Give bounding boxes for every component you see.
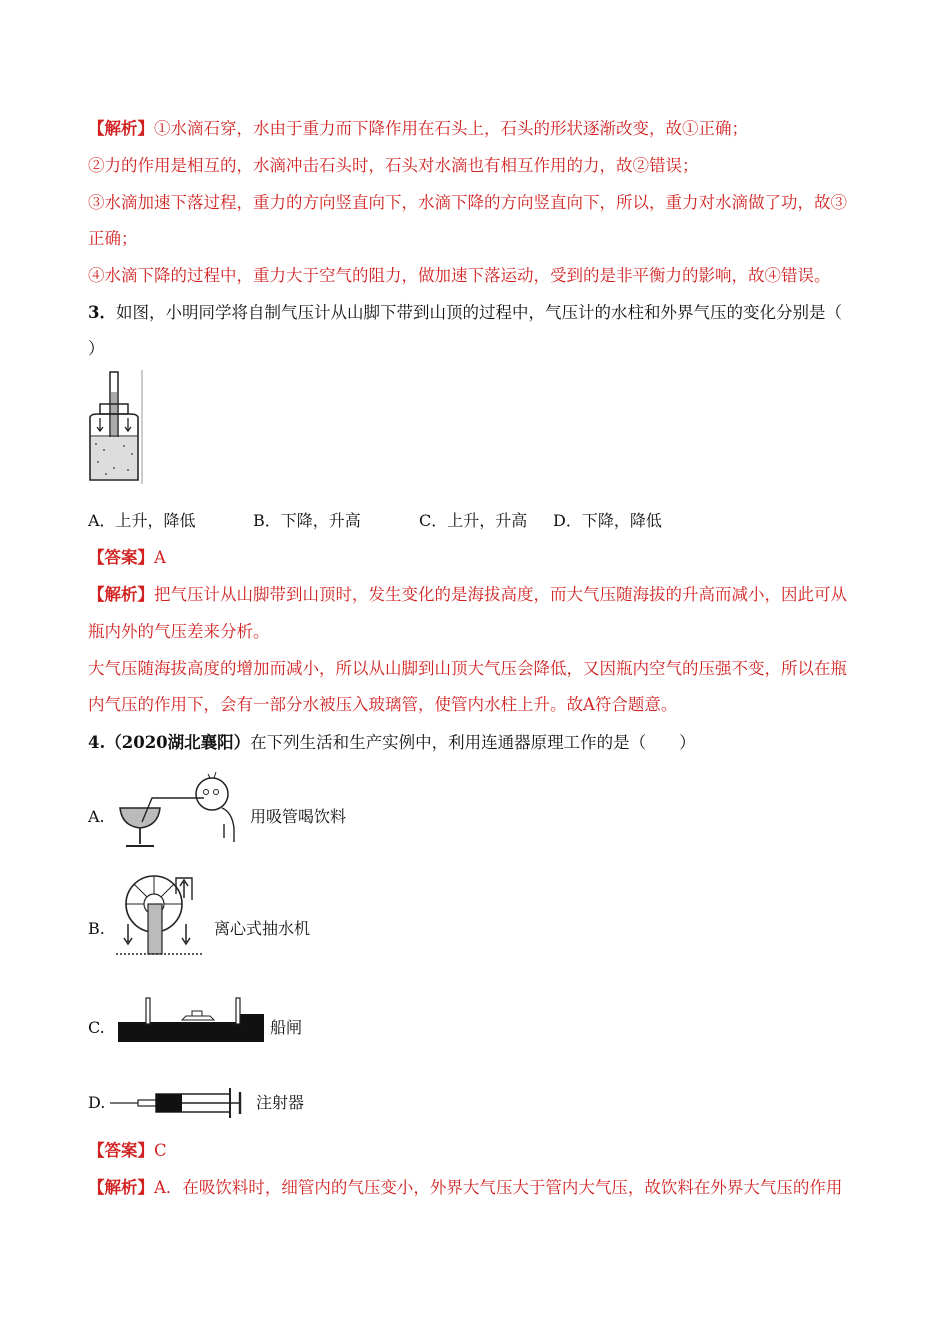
q3-option-d: D．下降，降低 (553, 511, 662, 530)
analysis-tag: 【解析】 (88, 585, 154, 604)
analysis-tag: 【解析】 (88, 119, 154, 138)
q4-analysis-line-1: 【解析】A．在吸饮料时，细管内的气压变小，外界大气压大于管内大气压，故饮料在外界大气压的作用 (88, 1178, 843, 1197)
q3-analysis-line-2: 瓶内外的气压差来分析。 (88, 622, 270, 641)
barometer-figure (84, 370, 146, 485)
q4-option-c-label: 船闸 (270, 1018, 303, 1037)
q4-option-b-letter: B. (88, 919, 105, 938)
question-number: 3． (88, 303, 116, 322)
q3-option-b: B．下降，升高 (253, 511, 361, 530)
q4-option-b-label: 离心式抽水机 (214, 919, 311, 938)
straw-drinking-figure (112, 768, 240, 854)
question-number: 4. (88, 733, 106, 752)
q3-analysis-line-3: 大气压随海拔高度的增加而减小，所以从山脚到山顶大气压会降低，又因瓶内空气的压强不变，所以在瓶 (88, 659, 847, 678)
analysis-tag: 【解析】 (88, 1178, 154, 1197)
q3-analysis-line-1: 【解析】把气压计从山脚带到山顶时，发生变化的是海拔高度，而大气压随海拔的升高而减小，因此可从 (88, 585, 847, 604)
centrifugal-pump-figure (114, 870, 206, 962)
q4-option-d-letter: D. (88, 1093, 106, 1112)
q2-analysis-line-5: ④水滴下降的过程中，重力大于空气的阻力，做加速下落运动，受到的是非平衡力的影响，故④错误。 (88, 266, 831, 285)
q3-answer: 【答案】A (88, 548, 166, 567)
q3-analysis-line-4: 内气压的作用下，会有一部分水被压入玻璃管，使管内水柱上升。故A符合题意。 (88, 695, 678, 714)
q2-analysis-line-3: ③水滴加速下落过程，重力的方向竖直向下，水滴下降的方向竖直向下，所以，重力对水滴做了功，故③ (88, 193, 847, 212)
q4-option-c-letter: C. (88, 1018, 105, 1037)
q4-option-d-label: 注射器 (256, 1093, 305, 1112)
q3-option-a: A．上升，降低 (88, 511, 196, 530)
q3-stem-line-1: 3．如图，小明同学将自制气压计从山脚下带到山顶的过程中，气压计的水柱和外界气压的变化分别是（ (88, 303, 842, 322)
syringe-figure (108, 1084, 248, 1120)
ship-lock-figure (116, 994, 266, 1046)
q4-option-a-label: 用吸管喝饮料 (250, 807, 347, 826)
q2-analysis-line-4: 正确； (88, 229, 138, 248)
q4-option-a-letter: A. (88, 807, 105, 826)
q2-analysis-line-2: ②力的作用是相互的，水滴冲击石头时，石头对水滴也有相互作用的力，故②错误； (88, 156, 699, 175)
q4-stem: 4.（2020湖北襄阳）在下列生活和生产实例中，利用连通器原理工作的是（ ） (88, 733, 696, 752)
q4-answer: 【答案】C (88, 1141, 167, 1160)
q3-stem-line-2: ） (88, 339, 105, 358)
q2-analysis-line-1: 【解析】①水滴石穿，水由于重力而下降作用在石头上，石头的形状逐渐改变，故①正确； (88, 119, 748, 138)
q3-option-c: C．上升，升高 (419, 511, 528, 530)
question-source: （2020湖北襄阳） (105, 733, 251, 752)
